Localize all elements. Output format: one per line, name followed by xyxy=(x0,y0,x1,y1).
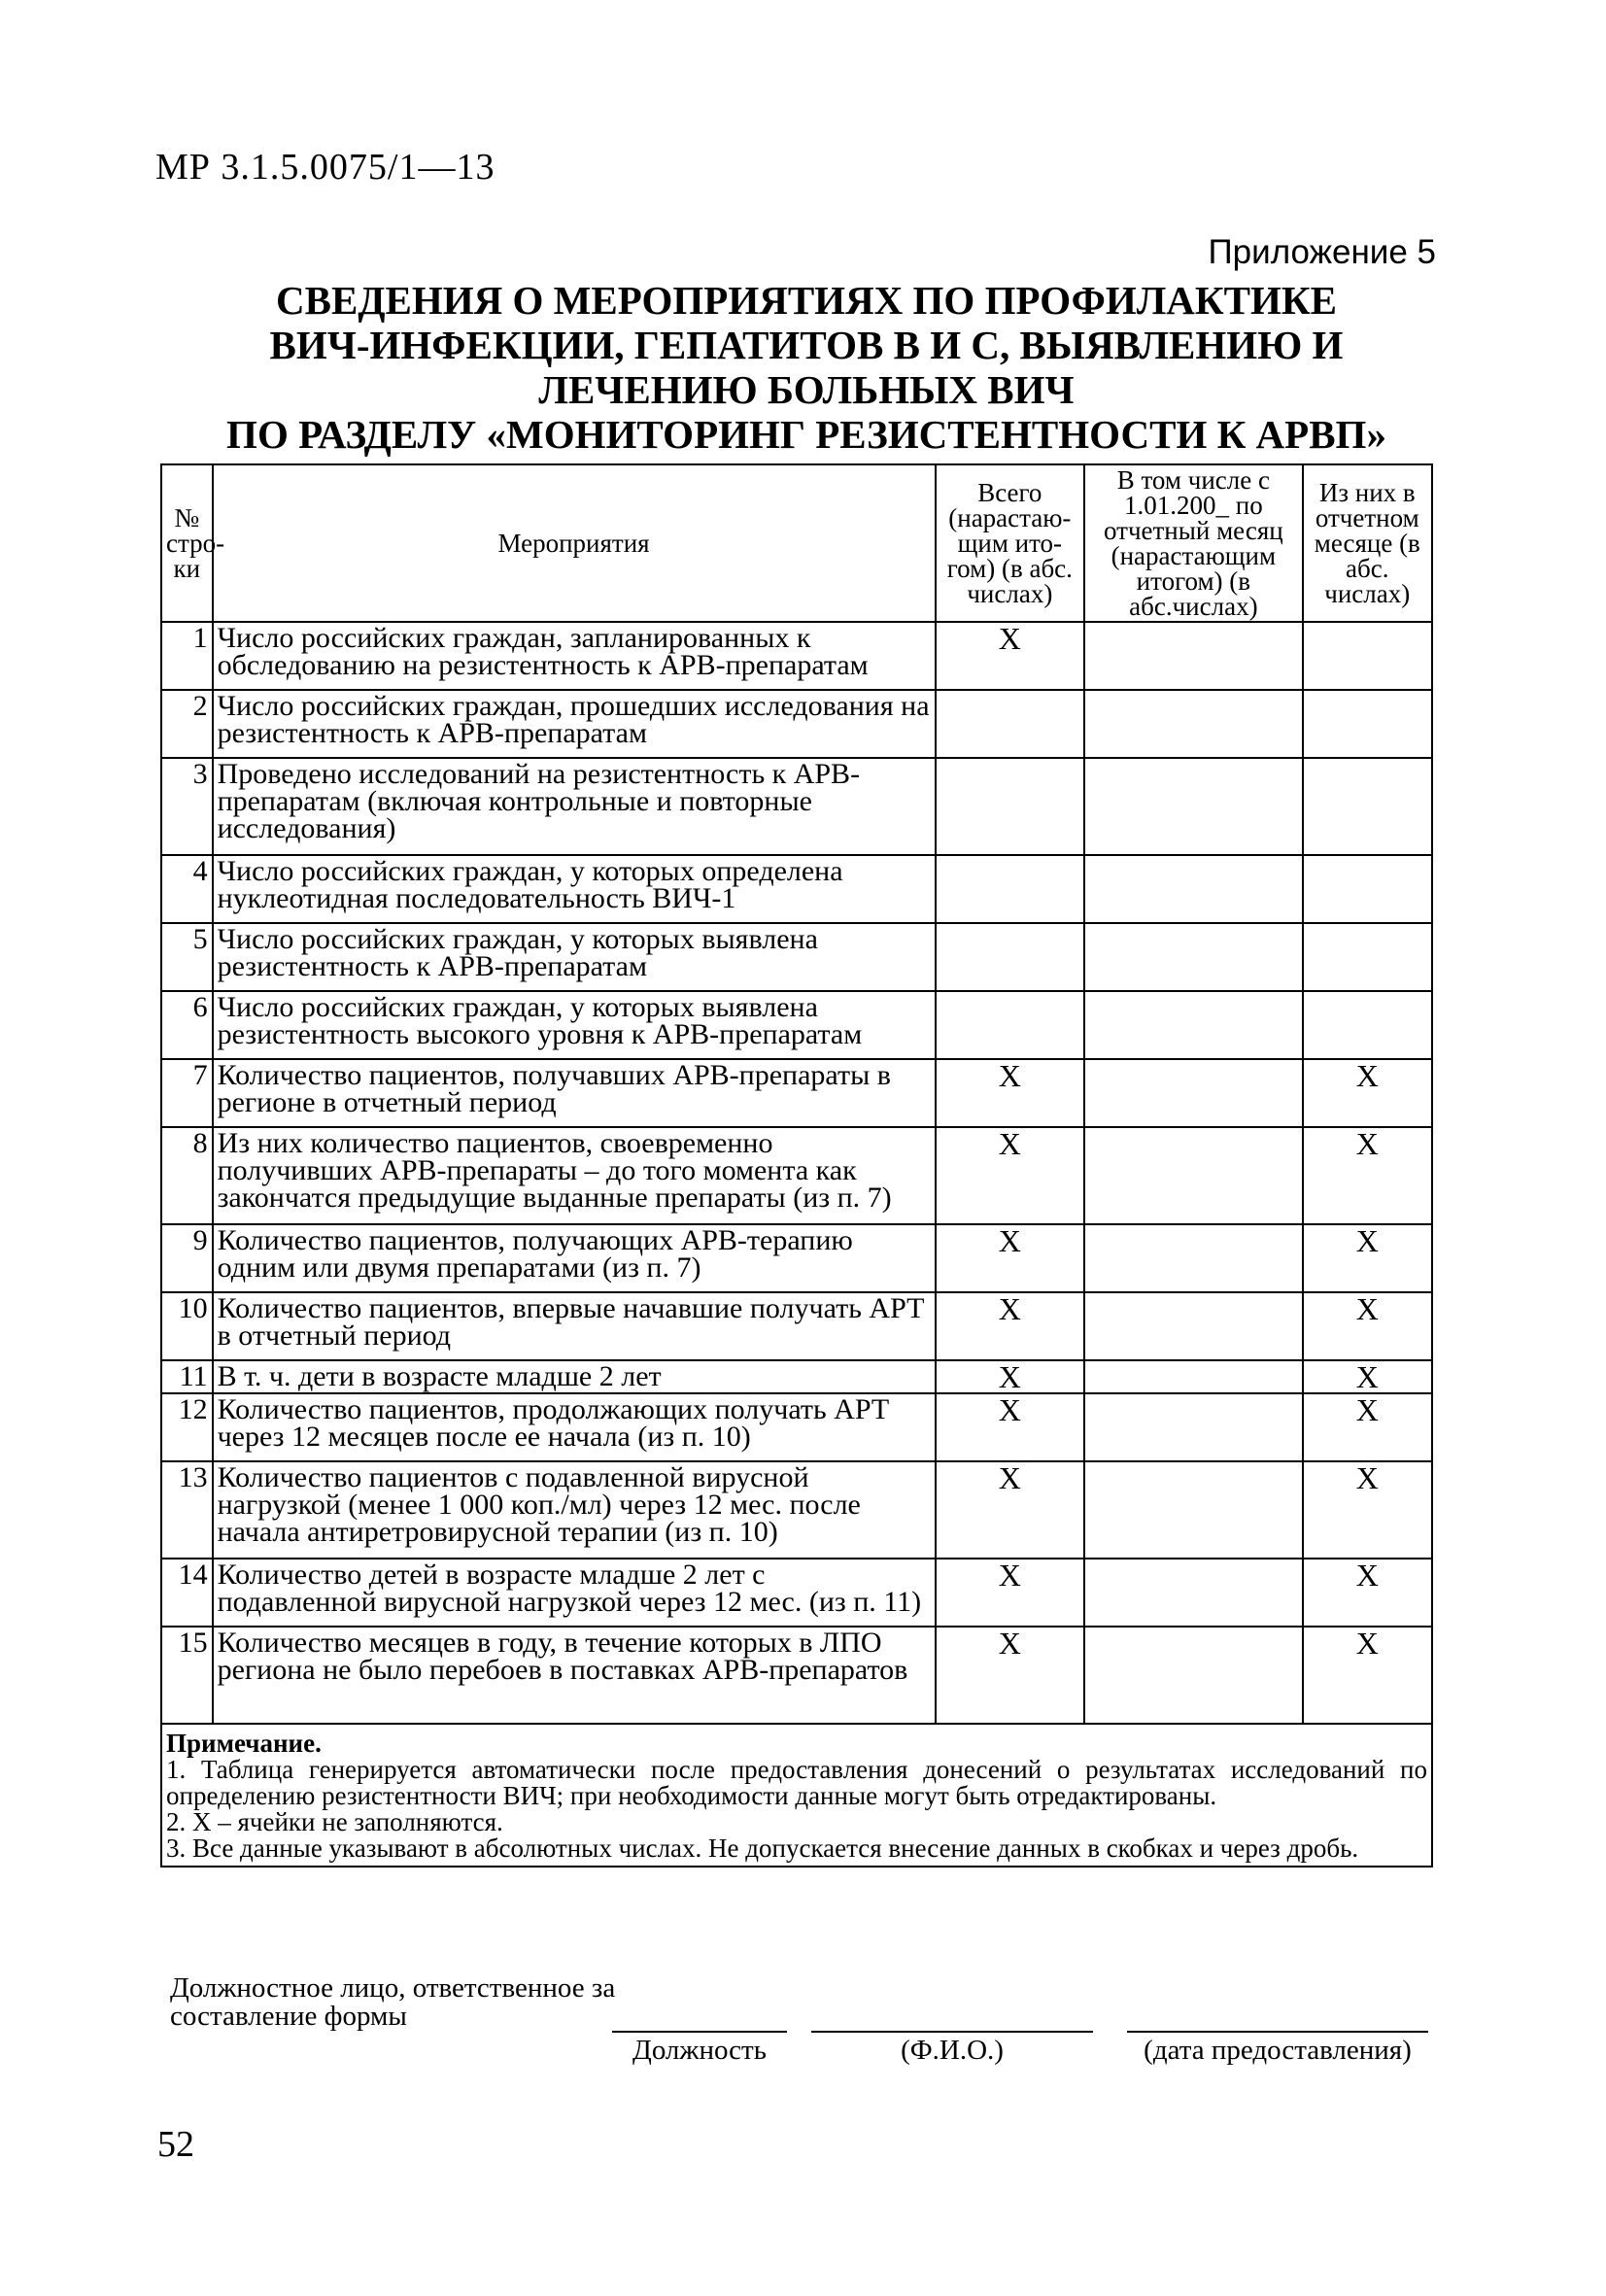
header-total: Всего (нарастаю-щим ито-гом) (в абс. числах) xyxy=(936,464,1085,622)
cell-total: X xyxy=(936,1627,1085,1724)
cell-month: X xyxy=(1303,1559,1432,1627)
cell-total: X xyxy=(936,1559,1085,1627)
note-block xyxy=(161,1724,1432,1867)
row-activity: Количество пациентов, получающих АРВ-терапию одним или двумя препаратами (из п. 7) xyxy=(213,1224,936,1292)
cell-including[interactable] xyxy=(1084,1224,1302,1292)
row-activity: Количество пациентов, впервые начавшие получать АРТ в отчетный период xyxy=(213,1292,936,1360)
row-number: 6 xyxy=(161,991,213,1059)
cell-month[interactable] xyxy=(1303,622,1432,690)
table-row xyxy=(161,1127,1432,1224)
row-activity: Число российских граждан, у которых выявлена резистентность к АРВ-препаратам xyxy=(213,923,936,991)
row-number: 1 xyxy=(161,622,213,690)
row-activity: Проведено исследований на резистентность к АРВ-препаратам (включая контрольные и повторные исследования) xyxy=(213,758,936,855)
appendix-label: Приложение 5 xyxy=(1208,233,1436,271)
table-row xyxy=(161,1559,1432,1627)
signature-name-field: (Ф.И.О.) xyxy=(811,2031,1093,2067)
cell-total[interactable] xyxy=(936,758,1085,855)
table-row xyxy=(161,1224,1432,1292)
row-number: 11 xyxy=(161,1360,213,1393)
cell-month: X xyxy=(1303,1393,1432,1461)
document-code: МР 3.1.5.0075/1—13 xyxy=(155,147,495,188)
table-row xyxy=(161,622,1432,690)
row-activity: Количество пациентов с подавленной вирусной нагрузкой (менее 1 000 коп./мл) через 12 мес. после начала антиретровирусной терапии (из п. 10) xyxy=(213,1461,936,1559)
cell-month[interactable] xyxy=(1303,690,1432,758)
cell-total[interactable] xyxy=(936,991,1085,1059)
cell-total: X xyxy=(936,1292,1085,1360)
row-number: 7 xyxy=(161,1059,213,1127)
row-number: 12 xyxy=(161,1393,213,1461)
signature-position-field: Должность xyxy=(612,2031,787,2067)
row-activity: Число российских граждан, прошедших исследования на резистентность к АРВ-препаратам xyxy=(213,690,936,758)
row-activity: Число российских граждан, запланированных к обследованию на резистентность к АРВ-препаратам xyxy=(213,622,936,690)
cell-month: X xyxy=(1303,1461,1432,1559)
cell-month: X xyxy=(1303,1360,1432,1393)
table-row xyxy=(161,1292,1432,1360)
cell-total: X xyxy=(936,1127,1085,1224)
row-activity: Число российских граждан, у которых определена нуклеотидная последовательность ВИЧ-1 xyxy=(213,855,936,923)
cell-including[interactable] xyxy=(1084,1461,1302,1559)
monitoring-table xyxy=(160,463,1433,1868)
row-number: 2 xyxy=(161,690,213,758)
row-activity: Число российских граждан, у которых выявлена резистентность высокого уровня к АРВ-препаратам xyxy=(213,991,936,1059)
table-row xyxy=(161,1393,1432,1461)
cell-including[interactable] xyxy=(1084,1360,1302,1393)
note-title: Примечание. xyxy=(166,1729,322,1758)
row-activity: Количество пациентов, продолжающих получать АРТ через 12 месяцев после ее начала (из п. 10) xyxy=(213,1393,936,1461)
table-row xyxy=(161,855,1432,923)
cell-including[interactable] xyxy=(1084,690,1302,758)
table-header-row xyxy=(161,464,1432,622)
row-number: 15 xyxy=(161,1627,213,1724)
cell-including[interactable] xyxy=(1084,991,1302,1059)
cell-including[interactable] xyxy=(1084,1059,1302,1127)
row-number: 3 xyxy=(161,758,213,855)
cell-total[interactable] xyxy=(936,923,1085,991)
cell-total: X xyxy=(936,1059,1085,1127)
cell-including[interactable] xyxy=(1084,1627,1302,1724)
row-activity: Количество пациентов, получавших АРВ-препараты в регионе в отчетный период xyxy=(213,1059,936,1127)
table-row xyxy=(161,758,1432,855)
note-line: 1. Таблица генерируется автоматически после предоставления донесений о результатах исследований по определению резистентности ВИЧ; при необходимости данные могут быть отредактированы. xyxy=(166,1755,1427,1810)
table-row xyxy=(161,1360,1432,1393)
cell-month[interactable] xyxy=(1303,923,1432,991)
cell-month[interactable] xyxy=(1303,991,1432,1059)
row-number: 10 xyxy=(161,1292,213,1360)
cell-including[interactable] xyxy=(1084,622,1302,690)
row-number: 14 xyxy=(161,1559,213,1627)
cell-total[interactable] xyxy=(936,855,1085,923)
cell-including[interactable] xyxy=(1084,1559,1302,1627)
row-number: 4 xyxy=(161,855,213,923)
cell-total: X xyxy=(936,1360,1085,1393)
row-activity: Количество детей в возрасте младше 2 лет с подавленной вирусной нагрузкой через 12 мес. (из п. 11) xyxy=(213,1559,936,1627)
title-line: ПО РАЗДЕЛУ «МОНИТОРИНГ РЕЗИСТЕНТНОСТИ К АРВП» xyxy=(226,412,1386,457)
title-line: СВЕДЕНИЯ О МЕРОПРИЯТИЯХ ПО ПРОФИЛАКТИКЕ xyxy=(276,278,1337,323)
cell-including[interactable] xyxy=(1084,1292,1302,1360)
cell-total[interactable] xyxy=(936,690,1085,758)
row-activity: Из них количество пациентов, своевременно получивших АРВ-препараты – до того момента как закончатся предыдущие выданные препараты (из п. 7) xyxy=(213,1127,936,1224)
table-row xyxy=(161,1627,1432,1724)
cell-month: X xyxy=(1303,1127,1432,1224)
cell-including[interactable] xyxy=(1084,1127,1302,1224)
cell-including[interactable] xyxy=(1084,923,1302,991)
cell-month: X xyxy=(1303,1627,1432,1724)
note-line: 3. Все данные указывают в абсолютных числах. Не допускается внесение данных в скобках и через дробь. xyxy=(166,1833,1359,1863)
table-row xyxy=(161,690,1432,758)
note-row xyxy=(161,1724,1432,1867)
cell-including[interactable] xyxy=(1084,855,1302,923)
cell-total: X xyxy=(936,1224,1085,1292)
title-line: ЛЕЧЕНИЮ БОЛЬНЫХ ВИЧ xyxy=(538,367,1075,412)
cell-month[interactable] xyxy=(1303,855,1432,923)
cell-month: X xyxy=(1303,1059,1432,1127)
table-row xyxy=(161,923,1432,991)
row-number: 5 xyxy=(161,923,213,991)
table-row xyxy=(161,991,1432,1059)
header-month: Из них в отчетном месяце (в абс. числах) xyxy=(1303,464,1432,622)
row-activity: Количество месяцев в году, в течение которых в ЛПО региона не было перебоев в поставках АРВ-препаратов xyxy=(213,1627,936,1724)
row-activity: В т. ч. дети в возрасте младше 2 лет xyxy=(213,1360,936,1393)
table-row xyxy=(161,1461,1432,1559)
row-number: 13 xyxy=(161,1461,213,1559)
cell-total: X xyxy=(936,1461,1085,1559)
table-row xyxy=(161,1059,1432,1127)
row-number: 8 xyxy=(161,1127,213,1224)
cell-total: X xyxy=(936,622,1085,690)
title-line: ВИЧ-ИНФЕКЦИИ, ГЕПАТИТОВ В И С, ВЫЯВЛЕНИЮ И xyxy=(269,323,1344,367)
header-including: В том числе с 1.01.200_ по отчетный месяц (нарастающим итогом) (в абс.числах) xyxy=(1084,464,1302,622)
signature-date-field: (дата предоставления) xyxy=(1127,2031,1428,2067)
document-title xyxy=(155,278,1457,457)
page-number: 52 xyxy=(157,2124,194,2165)
cell-total: X xyxy=(936,1393,1085,1461)
cell-month[interactable] xyxy=(1303,758,1432,855)
cell-including[interactable] xyxy=(1084,758,1302,855)
header-row-number: № стро-ки xyxy=(161,464,213,622)
cell-month: X xyxy=(1303,1292,1432,1360)
cell-including[interactable] xyxy=(1084,1393,1302,1461)
row-number: 9 xyxy=(161,1224,213,1292)
responsible-person-label: Должностное лицо, ответственное за составление формы xyxy=(170,1972,616,2032)
note-line: 2. Х – ячейки не заполняются. xyxy=(166,1807,503,1836)
cell-month: X xyxy=(1303,1224,1432,1292)
header-activity: Мероприятия xyxy=(213,464,936,622)
